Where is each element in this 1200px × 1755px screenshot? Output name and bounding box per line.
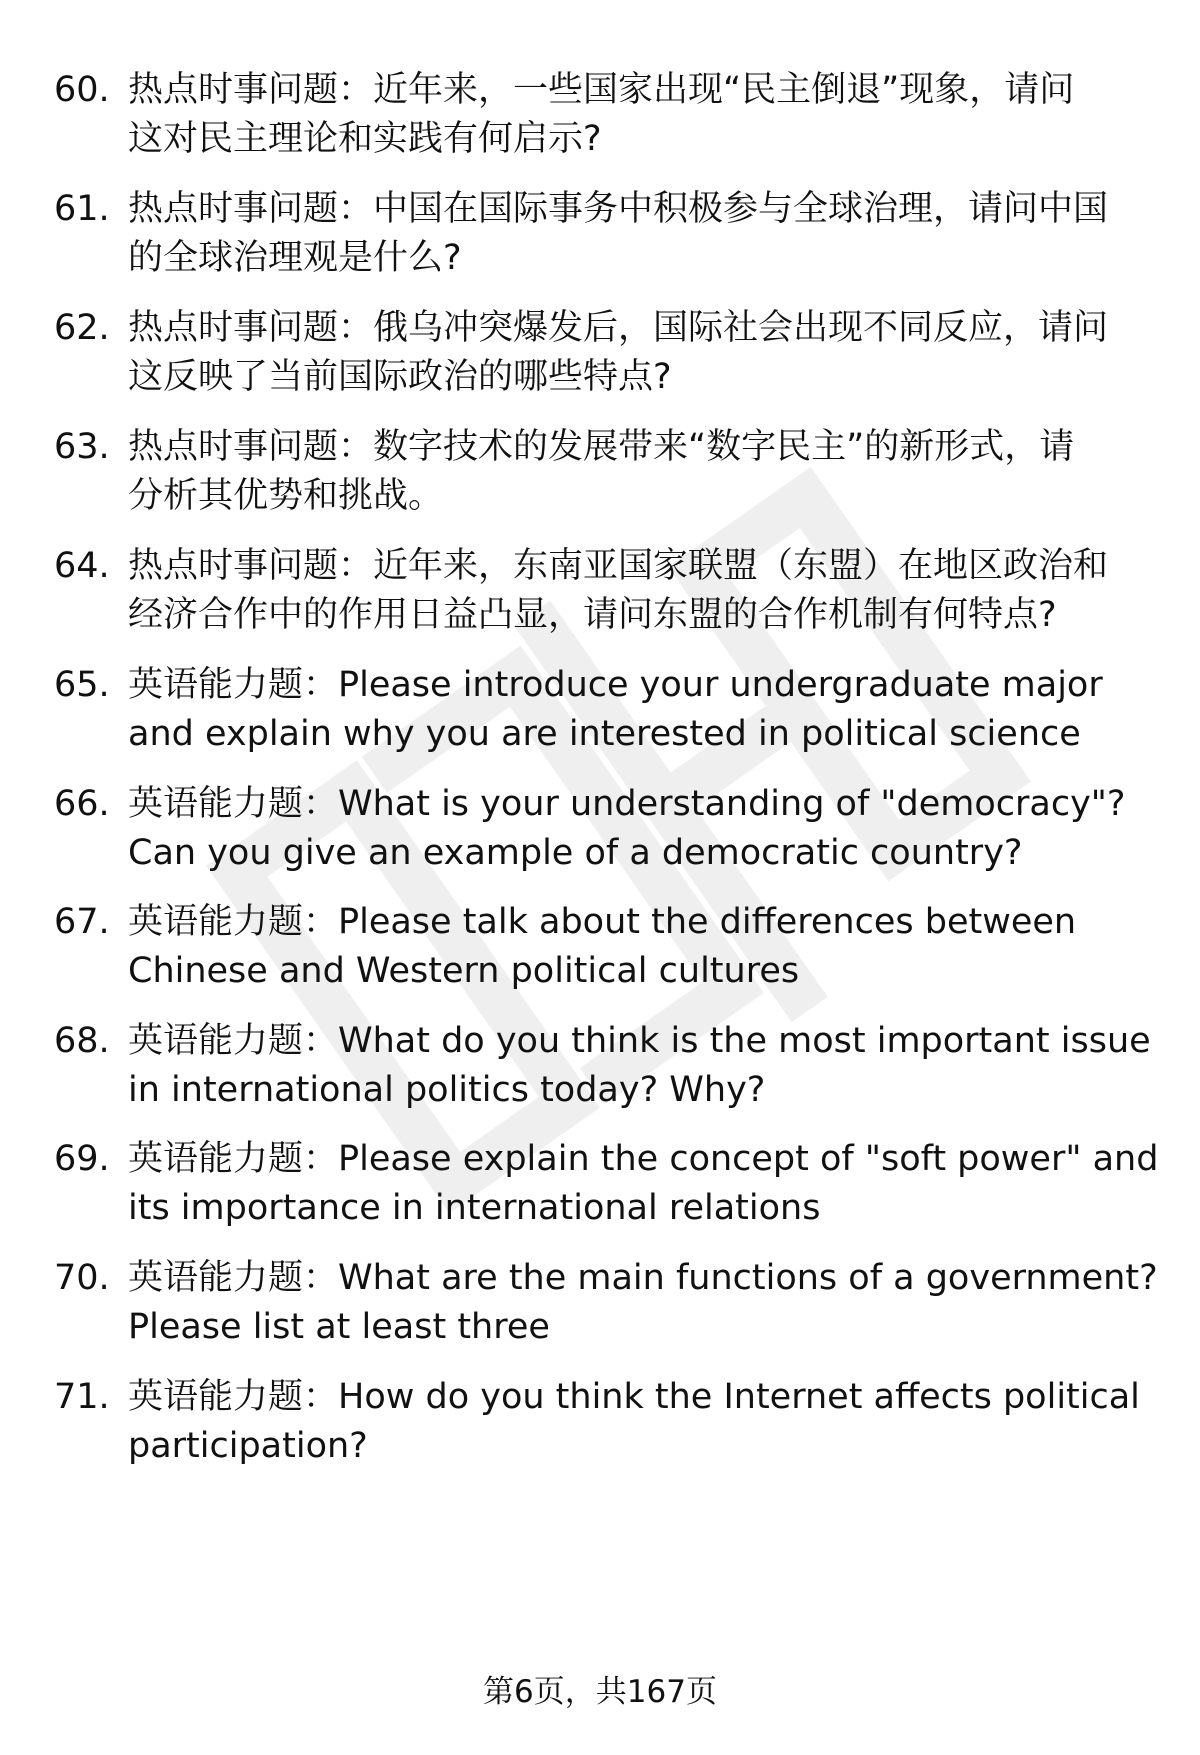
question-text (128, 542, 1158, 640)
page-footer: 第6页，共167页 (483, 1674, 717, 1710)
question-line: 热点时事问题：近年来，一些国家出现“民主倒退”现象，请问 (128, 70, 1075, 110)
question-text (128, 1017, 1158, 1115)
question-text (128, 304, 1158, 402)
question-line: and explain why you are interested in political science (128, 714, 1081, 754)
question-number: 71. (54, 1377, 110, 1417)
question-line: 热点时事问题：中国在国际事务中积极参与全球治理，请问中国 (128, 189, 1109, 229)
question-line: 热点时事问题：俄乌冲突爆发后，国际社会出现不同反应，请问 (128, 308, 1109, 348)
question-number: 69. (54, 1139, 110, 1179)
question-text (128, 1135, 1158, 1233)
question-line: Chinese and Western political cultures (128, 951, 800, 991)
question-number: 70. (54, 1258, 110, 1298)
question-line: 英语能力题：What do you think is the most important issue (128, 1021, 1151, 1061)
question-text (128, 1254, 1158, 1352)
question-line: 这反映了当前国际政治的哪些特点? (128, 357, 672, 397)
question-number: 60. (54, 70, 110, 110)
question-text (128, 66, 1158, 164)
question-line: 英语能力题：Please talk about the differences between (128, 902, 1077, 942)
question-line: 英语能力题：Please explain the concept of "soft power" and (128, 1139, 1159, 1179)
question-line: 热点时事问题：数字技术的发展带来“数字民主”的新形式，请 (128, 427, 1075, 467)
question-text (128, 423, 1158, 521)
question-line: 这对民主理论和实践有何启示? (128, 119, 602, 159)
question-line: participation? (128, 1426, 368, 1466)
question-line: Please list at least three (128, 1307, 550, 1347)
question-line: 英语能力题：What is your understanding of "democracy"? (128, 784, 1126, 824)
question-number: 63. (54, 427, 110, 467)
question-number: 65. (54, 665, 110, 705)
question-text (128, 780, 1158, 878)
question-number: 66. (54, 784, 110, 824)
question-number: 67. (54, 902, 110, 942)
question-number: 62. (54, 308, 110, 348)
question-text (128, 661, 1158, 759)
question-number: 64. (54, 546, 110, 586)
question-number: 68. (54, 1021, 110, 1061)
question-line: 英语能力题：Please introduce your undergraduate major (128, 665, 1103, 705)
question-line: 经济合作中的作用日益凸显，请问东盟的合作机制有何特点? (128, 595, 1057, 635)
question-line: 的全球治理观是什么? (128, 238, 462, 278)
question-line: 分析其优势和挑战。 (128, 476, 444, 516)
question-line: Can you give an example of a democratic country? (128, 833, 1023, 873)
question-number: 61. (54, 189, 110, 229)
question-text (128, 1373, 1158, 1471)
question-line: 热点时事问题：近年来，东南亚国家联盟（东盟）在地区政治和 (128, 546, 1109, 586)
question-text (128, 185, 1158, 283)
question-text (128, 898, 1158, 996)
question-line: its importance in international relations (128, 1188, 821, 1228)
question-line: in international politics today? Why? (128, 1070, 766, 1110)
question-line: 英语能力题：How do you think the Internet affects political (128, 1377, 1140, 1417)
question-line: 英语能力题：What are the main functions of a government? (128, 1258, 1158, 1298)
